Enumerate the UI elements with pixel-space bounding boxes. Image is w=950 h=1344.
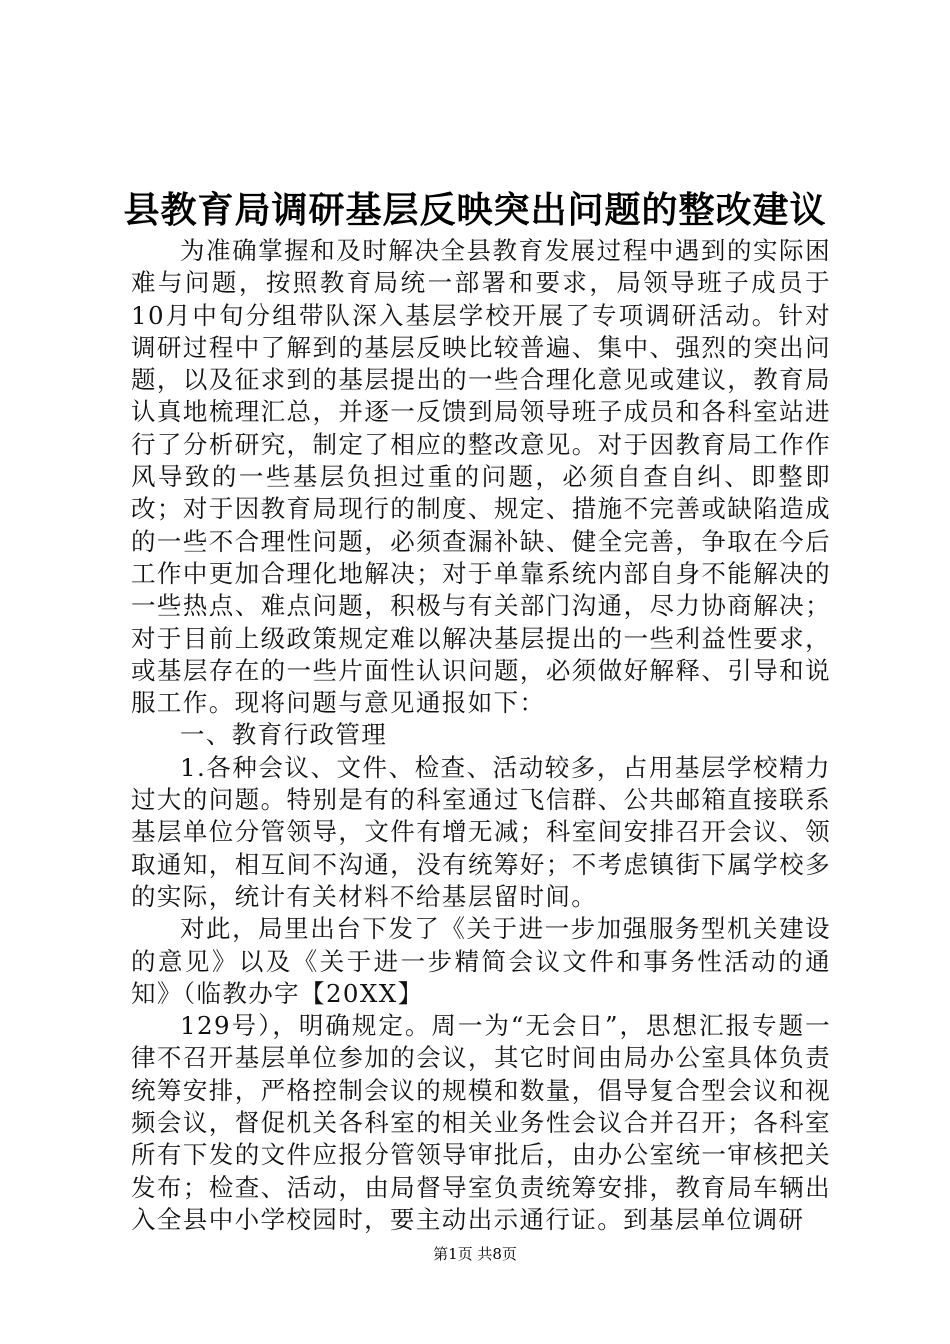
document-title: 县教育局调研基层反映突出问题的整改建议 — [123, 189, 827, 231]
section-heading-education-administration: 一、教育行政管理 — [180, 720, 388, 750]
issue-paragraph-meetings: 1.各种会议、文件、检查、活动较多，占用基层学校精力过大的问题。特别是有的科室通过飞信群、公共邮箱直接联系基层单位分管领导，文件有增无减；科室间安排召开会议、领取通知，相互间不沟通，没有统筹好；不考虑镇街下属学校多的实际，统计有关材料不给基层留时间。 — [131, 752, 831, 911]
intro-paragraph: 为准确掌握和及时解决全县教育发展过程中遇到的实际困难与问题，按照教育局统一部署和要求，局领导班子成员于10月中旬分组带队深入基层学校开展了专项调研活动。针对调研过程中了解到的基层反映比较普遍、集中、强烈的突出问题，以及征求到的基层提出的一些合理化意见或建议，教育局认真地梳理汇总，并逐一反馈到局领导班子成员和各科室站进行了分析研究，制定了相应的整改意见。对于因教育局工作作风导致的一些基层负担过重的问题，必须自查自纠、即整即改；对于因教育局现行的制度、规定、措施不完善或缺陷造成的一些不合理性问题，必须查漏补缺、健全完善，争取在今后工作中更加合理化地解决；对于单靠系统内部自身不能解决的一些热点、难点问题，积极与有关部门沟通，尽力协商解决；对于目前上级政策规定难以解决基层提出的一些利益性要求，或基层存在的一些片面性认识问题，必须做好解释、引导和说服工作。现将问题与意见通报如下： — [131, 236, 831, 718]
regulation-paragraph: 129号），明确规定。周一为“无会日”，思想汇报专题一律不召开基层单位参加的会议，其它时间由局办公室具体负责统筹安排，严格控制会议的规模和数量，倡导复合型会议和视频会议，督促机关各科室的相关业务性会议合并召开；各科室所有下发的文件应报分管领导审批后，由办公室统一审核把关发布；检查、活动，由局督导室负责统筹安排，教育局车辆出入全县中小学校园时，要主动出示通行证。到基层单位调研 — [131, 1011, 831, 1234]
page-footer: 第1页 共8页 — [433, 1245, 517, 1263]
response-paragraph: 对此，局里出台下发了《关于进一步加强服务型机关建设的意见》以及《关于进一步精简会议文件和事务性活动的通知》（临教办字【20XX】 — [131, 914, 831, 1008]
document-body — [131, 235, 831, 1236]
